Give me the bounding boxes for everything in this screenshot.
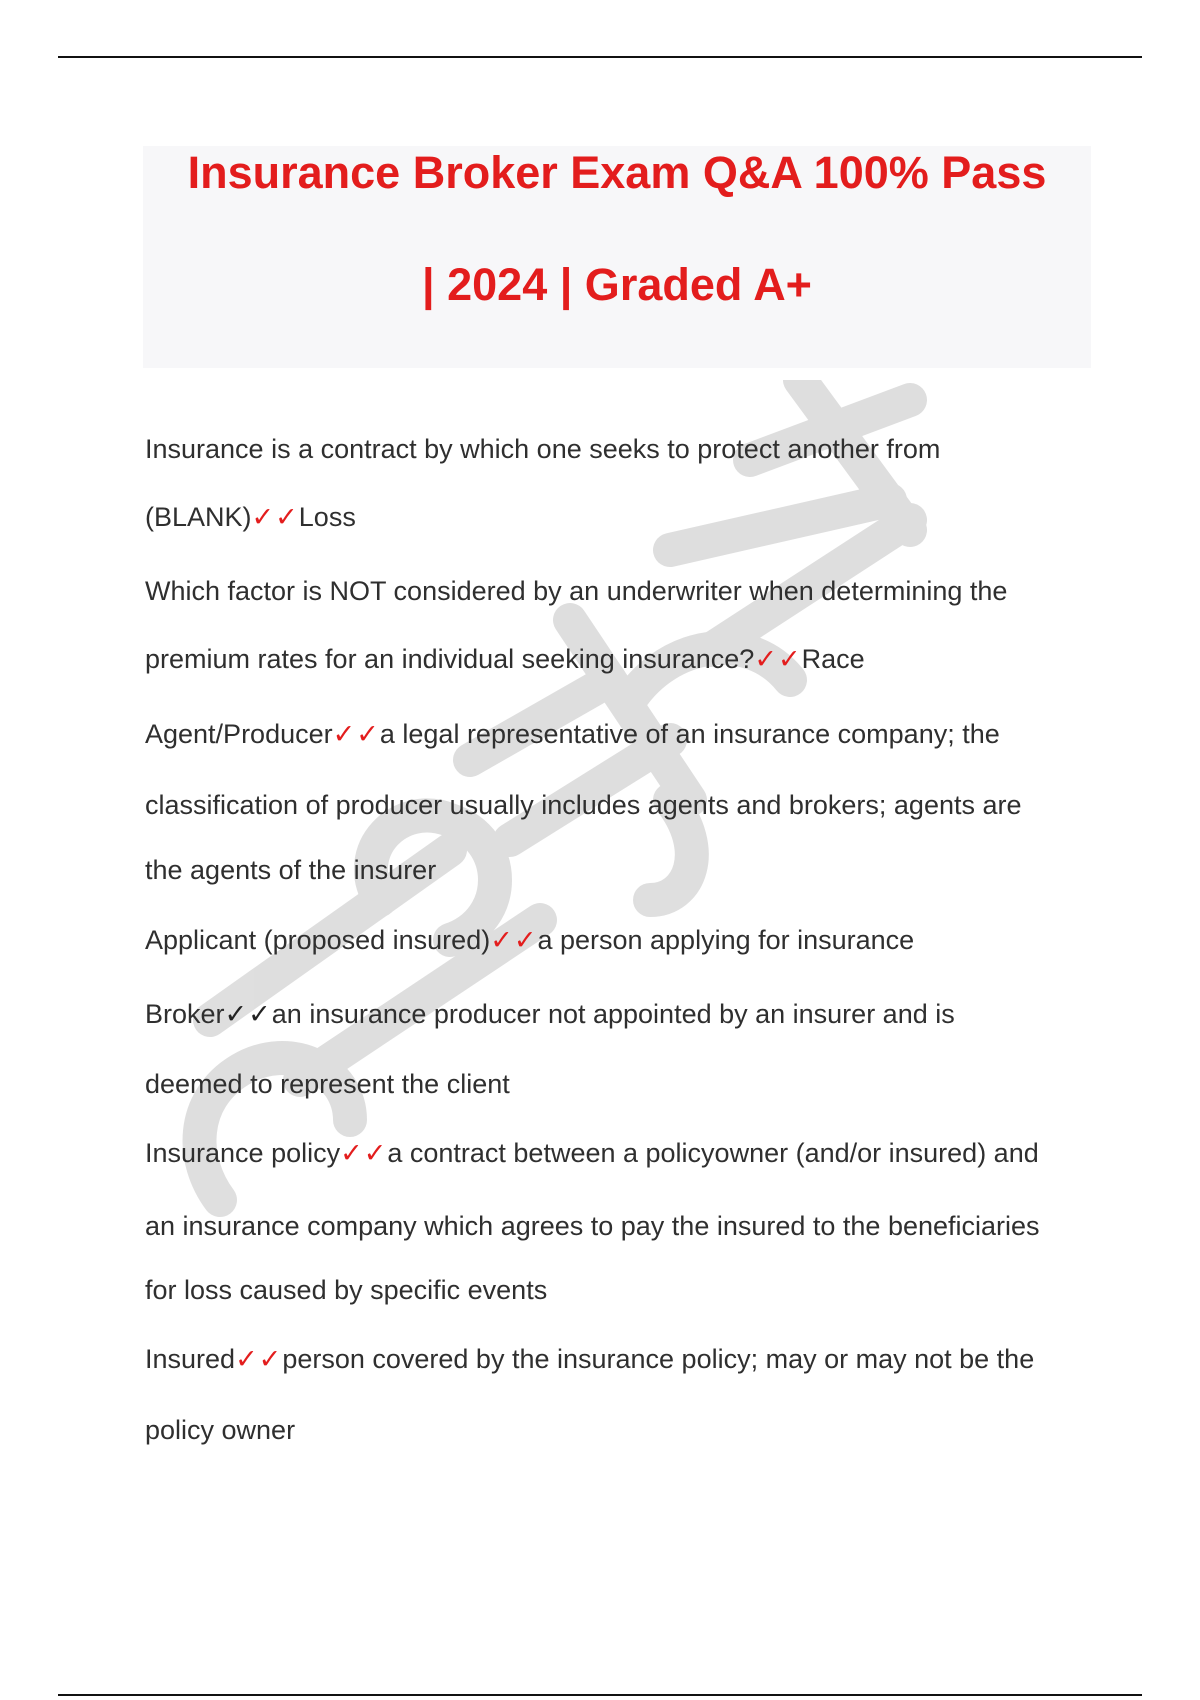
qa-1-question-line-1: Insurance is a contract by which one seeks to protect another from [145, 434, 941, 464]
qa-7-answer-line-2: policy owner [145, 1415, 296, 1445]
qa-4-line-1 [145, 923, 914, 957]
check-icon: ✓✓ [340, 1138, 388, 1168]
qa-7-answer-line-1: person covered by the insurance policy; may or may not be the [282, 1344, 1035, 1374]
qa-6-answer-line-2: an insurance company which agrees to pay the insured to the beneficiaries [145, 1211, 1040, 1241]
qa-content [145, 0, 1105, 1700]
qa-3-answer-line-2: classification of producer usually includes agents and brokers; agents are [145, 790, 1022, 820]
qa-2-line-2 [145, 642, 865, 676]
qa-6-answer-line-3: for loss caused by specific events [145, 1275, 548, 1305]
qa-4-answer-line-1: a person applying for insurance [537, 925, 915, 955]
qa-5-term: Broker [145, 999, 225, 1029]
qa-6-term: Insurance policy [145, 1138, 341, 1168]
qa-3-term: Agent/Producer [145, 719, 333, 749]
check-icon: ✓✓ [754, 644, 802, 674]
qa-3-line-1 [145, 717, 1000, 751]
qa-6-answer-line-1: a contract between a policyowner (and/or insured) and [387, 1138, 1039, 1168]
check-icon: ✓✓ [332, 719, 380, 749]
qa-1-answer: Loss [298, 502, 356, 532]
page-title-line-2: | 2024 | Graded A+ [422, 259, 812, 310]
qa-3-answer-line-1: a legal representative of an insurance company; the [379, 719, 1000, 749]
qa-2-question-line-1: Which factor is NOT considered by an underwriter when determining the [145, 576, 1008, 606]
qa-3-answer-line-3: the agents of the insurer [145, 855, 437, 885]
qa-7-line-1 [145, 1342, 1034, 1376]
check-icon: ✓✓ [224, 999, 272, 1029]
check-icon: ✓✓ [235, 1344, 283, 1374]
page-title-line-1: Insurance Broker Exam Q&A 100% Pass [187, 147, 1047, 198]
qa-2-question-line-2: premium rates for an individual seeking insurance? [145, 644, 755, 674]
qa-1-question-line-2: (BLANK) [145, 502, 252, 532]
qa-1-line-2 [145, 500, 356, 534]
qa-2-answer: Race [801, 644, 865, 674]
qa-7-term: Insured [145, 1344, 236, 1374]
qa-5-answer-line-1: an insurance producer not appointed by an insurer and is [271, 999, 955, 1029]
check-icon: ✓✓ [490, 925, 538, 955]
qa-6-line-1 [145, 1136, 1039, 1170]
qa-4-term: Applicant (proposed insured) [145, 925, 491, 955]
qa-5-answer-line-2: deemed to represent the client [145, 1069, 510, 1099]
check-icon: ✓✓ [251, 502, 299, 532]
qa-5-line-1 [145, 997, 955, 1031]
